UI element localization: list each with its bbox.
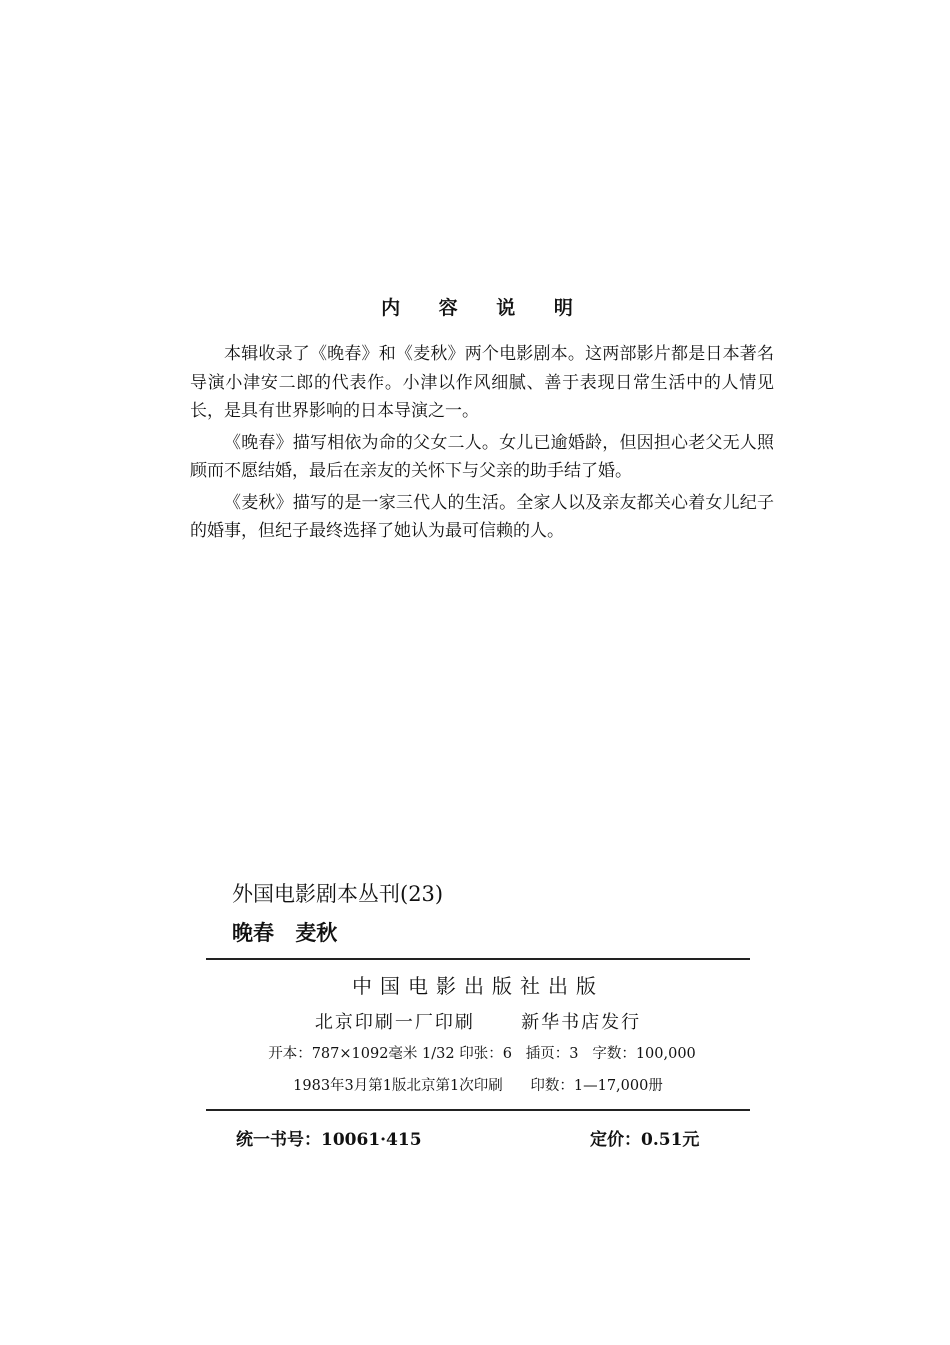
content-note-paragraph: 本辑收录了《晚春》和《麦秋》两个电影剧本。这两部影片都是日本著名导演小津安二郎的代表作。小津以作风细腻、善于表现日常生活中的人情见长，是具有世界影响的日本导演之一。 (190, 344, 774, 421)
edition-line: 1983年3月第1版北京第1次印刷 印数：1—17,000册 (293, 1078, 663, 1094)
content-note-paragraph: 《麦秋》描写的是一家三代人的生活。全家人以及亲友都关心着女儿纪子的婚事，但纪子最终选择了她认为最可信赖的人。 (190, 492, 774, 541)
series-title: 外国电影剧本丛刊(23) (232, 882, 444, 906)
content-note-paragraph: 《晚春》描写相依为命的父女二人。女儿已逾婚龄，但因担心老父无人照顾而不愿结婚，最后在亲友的关怀下与父亲的助手结了婚。 (190, 432, 774, 481)
printer-line: 北京印刷一厂印刷 新华书店发行 (314, 1012, 642, 1033)
book-title: 晚春 麦秋 (232, 920, 338, 945)
content-note-body (190, 340, 774, 549)
content-note-heading: 内 容 说 明 (381, 297, 589, 319)
book-number: 统一书号：10061·415 (236, 1130, 422, 1150)
colophon-top-rule (206, 958, 750, 960)
publisher-line: 中国电影出版社出版 (352, 974, 604, 998)
colophon-bottom-rule (206, 1109, 750, 1111)
price: 定价：0.51元 (590, 1130, 700, 1150)
format-line: 开本：787×1092毫米 1/32 印张：6 插页：3 字数：100,000 (268, 1046, 696, 1062)
